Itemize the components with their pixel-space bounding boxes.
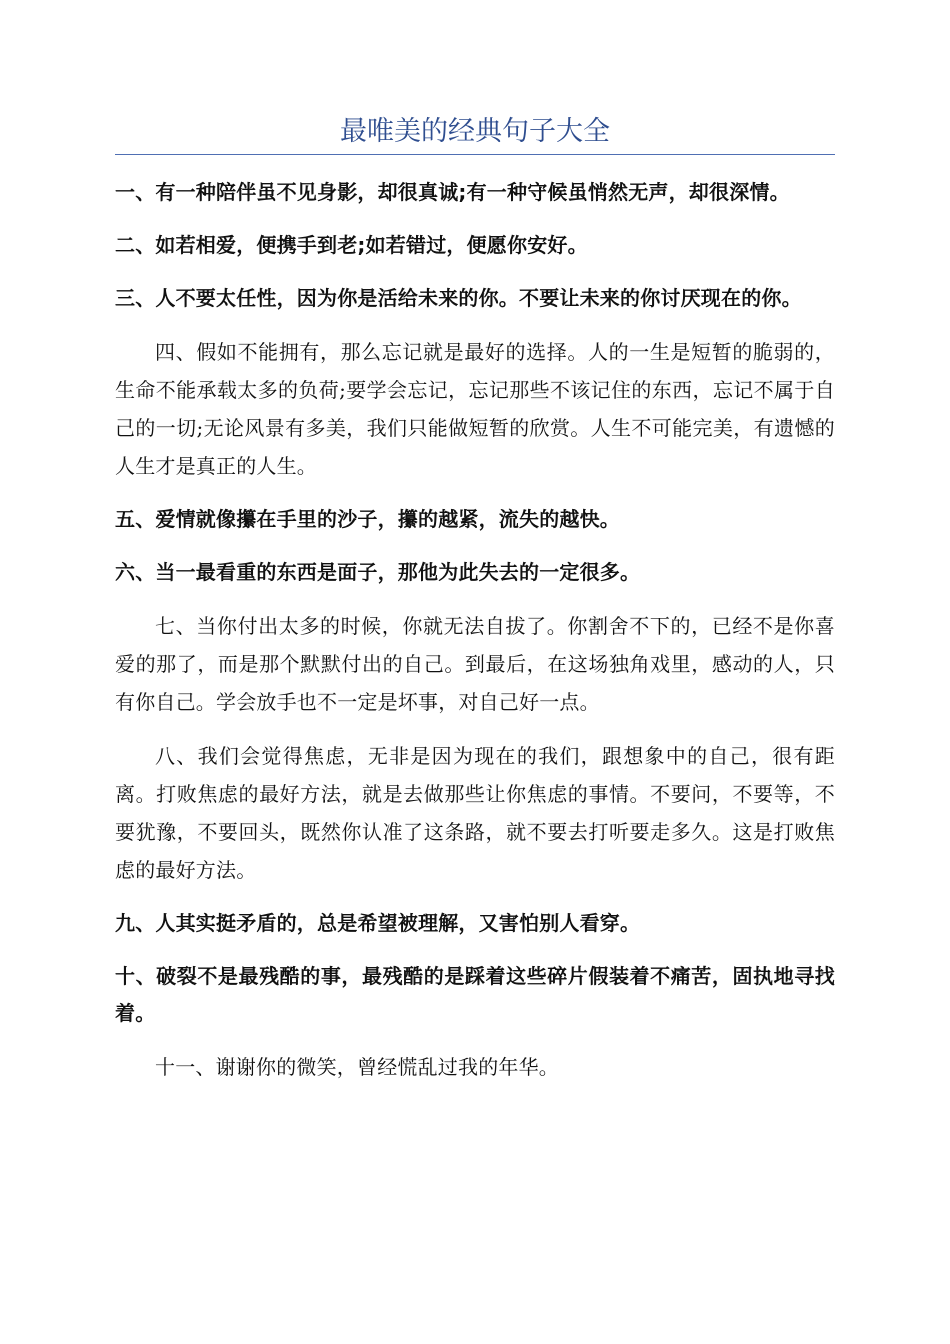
document-title: 最唯美的经典句子大全	[340, 116, 610, 147]
title-underline	[115, 154, 835, 155]
paragraph-10: 十、破裂不是最残酷的事，最残酷的是踩着这些碎片假装着不痛苦，固执地寻找着。	[115, 964, 835, 1025]
paragraph-6: 六、当一最看重的东西是面子，那他为此失去的一定很多。	[115, 560, 641, 584]
paragraph-11: 十一、谢谢你的微笑，曾经慌乱过我的年华。	[155, 1055, 559, 1079]
paragraph-7: 七、当你付出太多的时候，你就无法自拔了。你割舍不下的，已经不是你喜爱的那了，而是那个默默付出的自己。到最后，在这场独角戏里，感动的人，只有你自己。学会放手也不一定是坏事，对自己好一点。	[115, 614, 835, 714]
paragraph-9: 九、人其实挺矛盾的，总是希望被理解，又害怕别人看穿。	[115, 911, 641, 935]
paragraph-5: 五、爱情就像攥在手里的沙子，攥的越紧，流失的越快。	[115, 507, 620, 531]
paragraph-1: 一、有一种陪伴虽不见身影，却很真诚;有一种守候虽悄然无声，却很深情。	[115, 180, 790, 204]
document-body	[115, 112, 835, 1086]
paragraph-2: 二、如若相爱，便携手到老;如若错过，便愿你安好。	[115, 233, 588, 257]
paragraph-8: 八、我们会觉得焦虑，无非是因为现在的我们，跟想象中的自己，很有距离。打败焦虑的最好方法，就是去做那些让你焦虑的事情。不要问，不要等，不要犹豫，不要回头，既然你认准了这条路，就不要去打听要走多久。这是打败焦虑的最好方法。	[115, 744, 835, 882]
paragraph-3: 三、人不要太任性，因为你是活给未来的你。不要让未来的你讨厌现在的你。	[115, 286, 802, 310]
paragraph-4: 四、假如不能拥有，那么忘记就是最好的选择。人的一生是短暂的脆弱的，生命不能承载太多的负荷;要学会忘记，忘记那些不该记住的东西，忘记不属于自己的一切;无论风景有多美，我们只能做短暂的欣赏。人生不可能完美，有遗憾的人生才是真正的人生。	[115, 340, 835, 478]
